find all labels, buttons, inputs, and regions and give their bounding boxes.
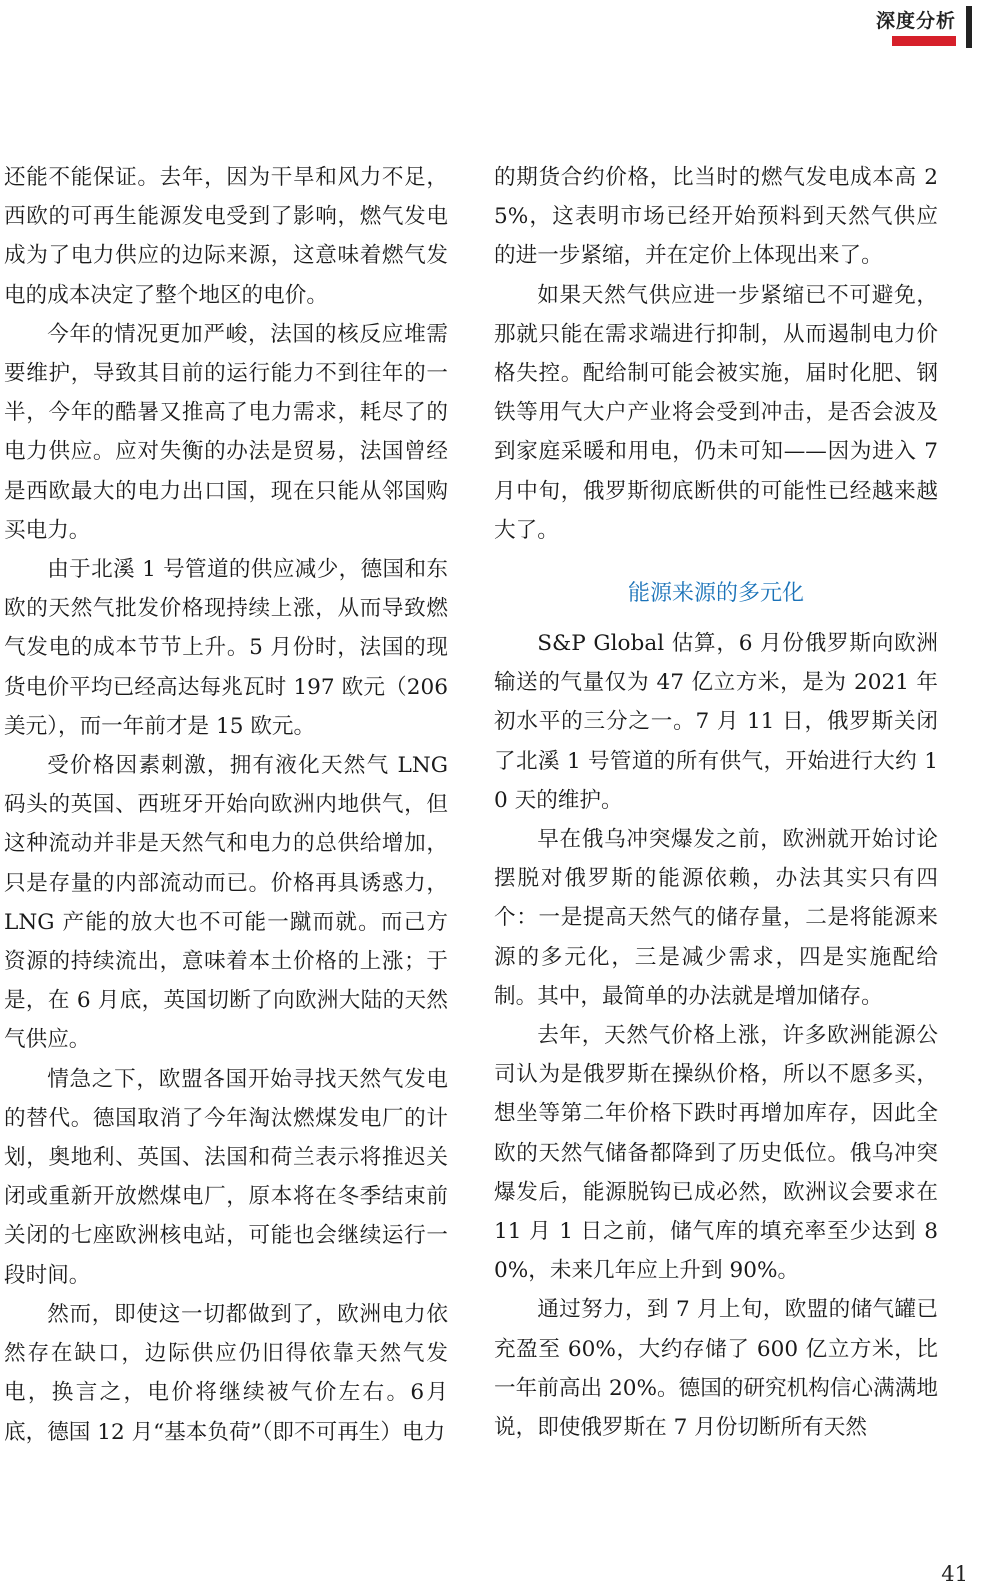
paragraph: 情急之下，欧盟各国开始寻找天然气发电的替代。德国取消了今年淘汰燃煤发电厂的计划，奥地利、英国、法国和荷兰表示将推迟关闭或重新开放燃煤电厂，原本将在冬季结束前关闭的七座欧洲核电站，可能也会继续运行一段时间。 [4, 1066, 448, 1288]
header-vertical-bar [966, 6, 972, 48]
section-label: 深度分析 [875, 10, 956, 32]
paragraph: 受价格因素刺激，拥有液化天然气 LNG 码头的英国、西班牙开始向欧洲内地供气，但这种流动并非是天然气和电力的总供给增加，只是存量的内部流动而已。价格再具诱惑力，LNG 产能的放大也不可能一蹴而就。而己方资源的持续流出，意味着本土价格的上涨；于是，在 6 月底，英国切断了向欧洲大陆的天然气供应。 [4, 753, 448, 1053]
section-heading: 能源来源的多元化 [627, 581, 804, 607]
paragraph: 由于北溪 1 号管道的供应减少，德国和东欧的天然气批发价格现持续上涨，从而导致燃气发电的成本节节上升。5 月份时，法国的现货电价平均已经高达每兆瓦时 197 欧元（206 美元），而一年前才是 15 欧元。 [4, 557, 448, 739]
paragraph: 今年的情况更加严峻，法国的核反应堆需要维护，导致其目前的运行能力不到往年的一半，今年的酷暑又推高了电力需求，耗尽了的电力供应。应对失衡的办法是贸易，法国曾经是西欧最大的电力出口国，现在只能从邻国购买电力。 [4, 321, 448, 543]
paragraph: S&P Global 估算，6 月份俄罗斯向欧洲输送的气量仅为 47 亿立方米，是为 2021 年初水平的三分之一。7 月 11 日，俄罗斯关闭了北溪 1 号管道的所有供气，开始进行大约 10 天的维护。 [494, 631, 938, 813]
paragraph: 的期货合约价格，比当时的燃气发电成本高 25%，这表明市场已经开始预料到天然气供应的进一步紧缩，并在定价上体现出来了。 [494, 165, 938, 269]
paragraph: 通过努力，到 7 月上旬，欧盟的储气罐已充盈至 60%，大约存储了 600 亿立方米，比一年前高出 20%。德国的研究机构信心满满地说，即使俄罗斯在 7 月份切断所有天然 [494, 1297, 938, 1441]
right-column [494, 158, 938, 1447]
header-red-bar [892, 36, 956, 46]
paragraph: 还能不能保证。去年，因为干旱和风力不足，西欧的可再生能源发电受到了影响，燃气发电成为了电力供应的边际来源，这意味着燃气发电的成本决定了整个地区的电价。 [4, 165, 448, 308]
left-column [4, 158, 448, 1452]
paragraph: 去年，天然气价格上涨，许多欧洲能源公司认为是俄罗斯在操纵价格，所以不愿多买，想坐等第二年价格下跌时再增加库存，因此全欧的天然气储备都降到了历史低位。俄乌冲突爆发后，能源脱钩已成必然，欧洲议会要求在 11 月 1 日之前，储气库的填充率至少达到 80%，未来几年应上升到 90%。 [494, 1023, 938, 1284]
paragraph: 然而，即使这一切都做到了，欧洲电力依然存在缺口，边际供应仍旧得依靠天然气发电，换言之，电价将继续被气价左右。6月底，德国 12 月“基本负荷”（即不可再生）电力 [4, 1301, 448, 1445]
paragraph: 早在俄乌冲突爆发之前，欧洲就开始讨论摆脱对俄罗斯的能源依赖，办法其实只有四个：一是提高天然气的储存量，二是将能源来源的多元化，三是减少需求，四是实施配给制。其中，最简单的办法就是增加储存。 [494, 827, 938, 1009]
page-number: 41 [941, 1562, 968, 1586]
paragraph: 如果天然气供应进一步紧缩已不可避免，那就只能在需求端进行抑制，从而遏制电力价格失控。配给制可能会被实施，届时化肥、钢铁等用气大户产业将会受到冲击，是否会波及到家庭采暖和用电，仍未可知——因为进入 7 月中旬，俄罗斯彻底断供的可能性已经越来越大了。 [494, 282, 938, 543]
